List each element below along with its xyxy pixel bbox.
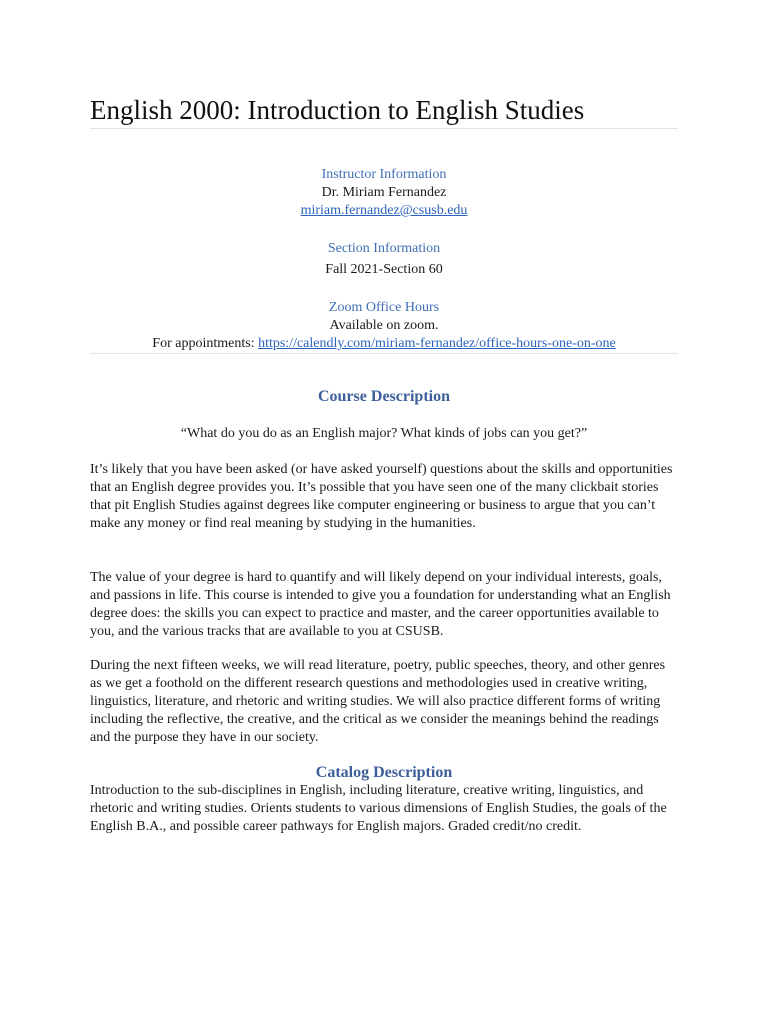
title-divider	[90, 128, 678, 129]
section-value: Fall 2021-Section 60	[325, 262, 443, 277]
course-description-paragraph-1: It’s likely that you have been asked (or have asked yourself) questions about the skills and opportunities that an English degree provides you. It’s possible that you have seen one of the many clickbait stories that pit English Studies against degrees like computer engineering or business to argue that you can’t make any money or find real meaning by studying in the humanities.	[90, 462, 673, 531]
catalog-description-text: Introduction to the sub-disciplines in English, including literature, creative writing, linguistics, and rhetoric and writing studies. Orients students to various dimensions of English Studies, the goals of the English B.A., and possible career pathways for English majors. Graded credit/no credit.	[90, 783, 667, 834]
office-hours-availability: Available on zoom.	[329, 318, 439, 333]
office-hours-label: Zoom Office Hours	[328, 300, 440, 315]
catalog-description-heading: Catalog Description	[315, 764, 453, 781]
section-info	[90, 240, 678, 279]
header-divider	[90, 353, 678, 354]
course-description-paragraph-3: During the next fifteen weeks, we will read literature, poetry, public speeches, theory, and other genres as we get a foothold on the different research questions and methodologies used in creative writing, linguistics, literature, and rhetoric and writing studies. We will also practice different forms of writing including the reflective, the creative, and the critical as we consider the meanings behind the readings and the purpose they have in our society.	[90, 658, 666, 745]
office-hours-info	[90, 299, 678, 353]
course-description-heading: Course Description	[318, 388, 450, 405]
course-description-paragraph-2: The value of your degree is hard to quantify and will likely depend on your individual interests, goals, and passions in life. This course is intended to give you a foundation for understanding what an English degree does: the skills you can expect to practice and master, and the career opportunities available to you, and the various tracks that are available to you at CSUSB.	[90, 570, 671, 639]
appointments-link[interactable]: https://calendly.com/miriam-fernandez/office-hours-one-on-one	[258, 336, 616, 351]
instructor-label: Instructor Information	[321, 167, 447, 182]
instructor-info	[90, 166, 678, 220]
section-label: Section Information	[327, 241, 441, 256]
appointments-prefix: For appointments:	[152, 336, 255, 351]
instructor-email-link[interactable]: miriam.fernandez@csusb.edu	[300, 203, 468, 218]
course-description-quote: “What do you do as an English major? What kinds of jobs can you get?”	[180, 426, 588, 441]
instructor-name: Dr. Miriam Fernandez	[321, 185, 447, 200]
page-title: English 2000: Introduction to English Studies	[90, 95, 585, 125]
